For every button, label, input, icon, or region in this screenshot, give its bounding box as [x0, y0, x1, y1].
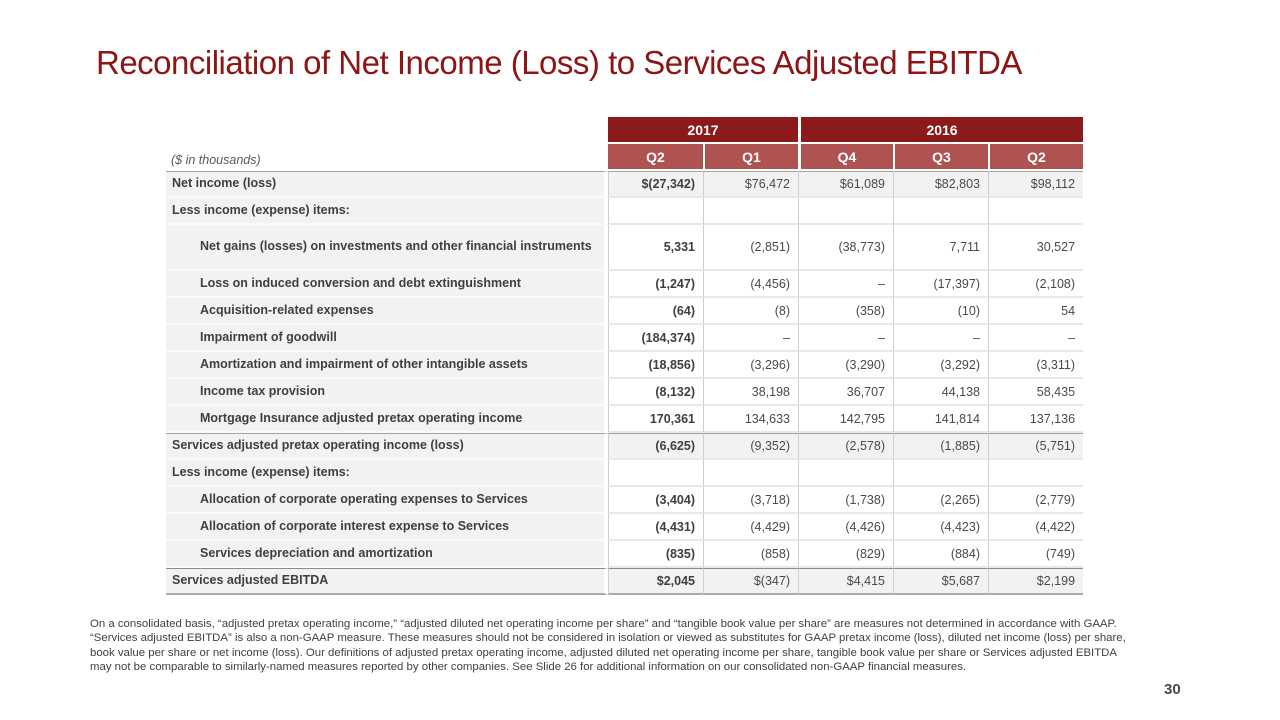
row-label: Net gains (losses) on investments and other financial instruments: [166, 225, 608, 271]
row-label: Amortization and impairment of other intangible assets: [166, 352, 608, 379]
cell-value: [988, 198, 1083, 225]
cell-value: (5,751): [988, 433, 1083, 460]
cell-value: 30,527: [988, 225, 1083, 271]
row-label: Less income (expense) items:: [166, 460, 608, 487]
cell-value: –: [798, 271, 893, 298]
quarter-header-2016-q3: Q3: [893, 144, 988, 171]
table-row: [166, 568, 1083, 595]
cell-value: [893, 460, 988, 487]
cell-value: (10): [893, 298, 988, 325]
cell-value: (3,292): [893, 352, 988, 379]
row-label: Impairment of goodwill: [166, 325, 608, 352]
cell-value: 44,138: [893, 379, 988, 406]
year-header-2016: 2016: [798, 117, 1083, 144]
cell-value: 141,814: [893, 406, 988, 433]
cell-value: (1,885): [893, 433, 988, 460]
table-row: [166, 406, 1083, 433]
row-label: Less income (expense) items:: [166, 198, 608, 225]
cell-value: (17,397): [893, 271, 988, 298]
cell-value: (3,290): [798, 352, 893, 379]
cell-value: $98,112: [988, 171, 1083, 198]
row-label: Allocation of corporate operating expenses to Services: [166, 487, 608, 514]
page-number: 30: [1164, 681, 1181, 698]
cell-value: 142,795: [798, 406, 893, 433]
cell-value: (2,108): [988, 271, 1083, 298]
quarter-header-2016-q4: Q4: [798, 144, 893, 171]
table-row: [166, 379, 1083, 406]
table-row: [166, 325, 1083, 352]
cell-value: 134,633: [703, 406, 798, 433]
table-row: [166, 352, 1083, 379]
cell-value: $82,803: [893, 171, 988, 198]
cell-value: (8,132): [608, 379, 703, 406]
row-label: Net income (loss): [166, 171, 608, 198]
quarter-header-2016-q2: Q2: [988, 144, 1083, 171]
cell-value: (18,856): [608, 352, 703, 379]
cell-value: 137,136: [988, 406, 1083, 433]
cell-value: (835): [608, 541, 703, 568]
cell-value: (4,426): [798, 514, 893, 541]
cell-value: (9,352): [703, 433, 798, 460]
table-row: [166, 460, 1083, 487]
table-row: [166, 514, 1083, 541]
cell-value: [608, 460, 703, 487]
cell-value: –: [988, 325, 1083, 352]
cell-value: (3,296): [703, 352, 798, 379]
table-row: [166, 487, 1083, 514]
cell-value: $4,415: [798, 568, 893, 595]
cell-value: (2,851): [703, 225, 798, 271]
row-label: Services adjusted EBITDA: [166, 568, 608, 595]
cell-value: $(347): [703, 568, 798, 595]
cell-value: $2,199: [988, 568, 1083, 595]
quarter-header-row: [166, 144, 1083, 171]
cell-value: $61,089: [798, 171, 893, 198]
slide-title: Reconciliation of Net Income (Loss) to Services Adjusted EBITDA: [96, 44, 1022, 81]
table-row: [166, 433, 1083, 460]
cell-value: –: [703, 325, 798, 352]
cell-value: (8): [703, 298, 798, 325]
table-row: [166, 271, 1083, 298]
cell-value: [798, 198, 893, 225]
reconciliation-table-container: [166, 117, 1083, 595]
cell-value: [988, 460, 1083, 487]
cell-value: [703, 460, 798, 487]
cell-value: (4,431): [608, 514, 703, 541]
row-label: Loss on induced conversion and debt extinguishment: [166, 271, 608, 298]
table-row: [166, 541, 1083, 568]
cell-value: (38,773): [798, 225, 893, 271]
cell-value: (3,404): [608, 487, 703, 514]
cell-value: (2,578): [798, 433, 893, 460]
cell-value: (6,625): [608, 433, 703, 460]
cell-value: (4,429): [703, 514, 798, 541]
cell-value: (358): [798, 298, 893, 325]
cell-value: $2,045: [608, 568, 703, 595]
cell-value: –: [798, 325, 893, 352]
cell-value: (4,456): [703, 271, 798, 298]
cell-value: 170,361: [608, 406, 703, 433]
row-label: Income tax provision: [166, 379, 608, 406]
cell-value: 38,198: [703, 379, 798, 406]
cell-value: 54: [988, 298, 1083, 325]
cell-value: (2,265): [893, 487, 988, 514]
cell-value: $5,687: [893, 568, 988, 595]
cell-value: 7,711: [893, 225, 988, 271]
cell-value: (1,247): [608, 271, 703, 298]
cell-value: [608, 198, 703, 225]
row-label: Acquisition-related expenses: [166, 298, 608, 325]
cell-value: (884): [893, 541, 988, 568]
table-row: [166, 298, 1083, 325]
cell-value: (749): [988, 541, 1083, 568]
quarter-header-2017-q2: Q2: [608, 144, 703, 171]
cell-value: (1,738): [798, 487, 893, 514]
cell-value: [798, 460, 893, 487]
cell-value: (184,374): [608, 325, 703, 352]
cell-value: 58,435: [988, 379, 1083, 406]
header-corner-cell: [166, 117, 608, 144]
table-row: [166, 225, 1083, 271]
row-label: Mortgage Insurance adjusted pretax operating income: [166, 406, 608, 433]
year-header-2017: 2017: [608, 117, 798, 144]
cell-value: (64): [608, 298, 703, 325]
year-header-row: [166, 117, 1083, 144]
quarter-header-2017-q1: Q1: [703, 144, 798, 171]
units-label: ($ in thousands): [166, 144, 608, 171]
cell-value: (3,718): [703, 487, 798, 514]
reconciliation-table: [166, 117, 1083, 595]
cell-value: (3,311): [988, 352, 1083, 379]
row-label: Allocation of corporate interest expense to Services: [166, 514, 608, 541]
cell-value: 36,707: [798, 379, 893, 406]
table-row: [166, 171, 1083, 198]
cell-value: (2,779): [988, 487, 1083, 514]
cell-value: –: [893, 325, 988, 352]
cell-value: (4,422): [988, 514, 1083, 541]
cell-value: [703, 198, 798, 225]
cell-value: (829): [798, 541, 893, 568]
cell-value: [893, 198, 988, 225]
cell-value: (858): [703, 541, 798, 568]
footnote-text: On a consolidated basis, “adjusted pretax operating income,” “adjusted diluted net operating income per share” and “tangible book value per share” are measures not determined in accordance with GAAP. “Services adjusted EBITDA” is also a non-GAAP measure. These measures should not be considered in isolation or viewed as substitutes for GAAP pretax income (loss), diluted net income (loss) per share, book value per share or net income (loss). Our definitions of adjusted pretax operating income, adjusted diluted net operating income per share, tangible book value per share or Services adjusted EBITDA may not be comparable to similarly-named measures reported by other companies. See Slide 26 for additional information on our consolidated non-GAAP financial measures.: [90, 618, 1126, 674]
row-label: Services adjusted pretax operating income (loss): [166, 433, 608, 460]
cell-value: $76,472: [703, 171, 798, 198]
cell-value: $(27,342): [608, 171, 703, 198]
cell-value: 5,331: [608, 225, 703, 271]
row-label: Services depreciation and amortization: [166, 541, 608, 568]
table-row: [166, 198, 1083, 225]
cell-value: (4,423): [893, 514, 988, 541]
